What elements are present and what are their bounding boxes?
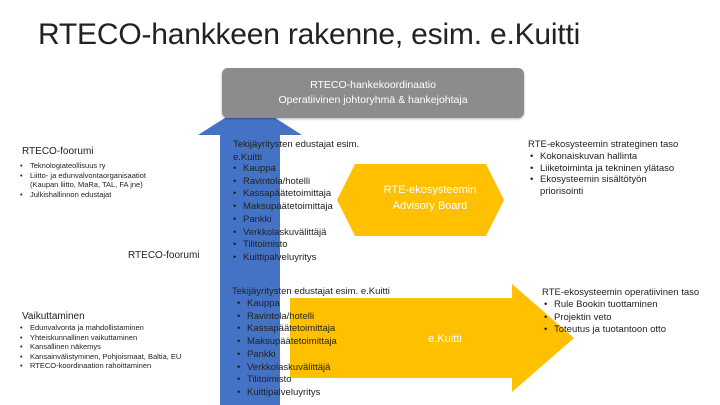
- operative-heading: RTE-ekosysteemin operatiivinen taso: [542, 287, 700, 298]
- list-item: • Yhteiskunnallinen vaikuttaminen: [20, 333, 181, 343]
- operative-list: [544, 299, 666, 337]
- list-item: • Liiketoiminta ja tekninen ylätaso: [530, 163, 674, 175]
- list-item: • Kuittipalveluyritys: [233, 252, 333, 265]
- list-item: • Liitto- ja edunvalvontaorganisaatiot: [20, 171, 146, 181]
- list-item: • Ravintola/hotelli: [237, 311, 337, 324]
- ekuitti-list: [237, 298, 337, 400]
- list-item: • Kansainvälistyminen, Pohjoismaat, Baltia, EU: [20, 352, 181, 362]
- list-item: • Maksupäätetoimittaja: [237, 336, 337, 349]
- list-item: • Ravintola/hotelli: [233, 176, 333, 189]
- list-item: • Maksupäätetoimittaja: [233, 201, 333, 214]
- list-item: • Pankki: [237, 349, 337, 362]
- list-item: • Julkishallinnon edustajat: [20, 190, 146, 200]
- ekuitti-heading: Tekijäyritysten edustajat esim. e.Kuitti: [232, 286, 390, 297]
- list-item: • Rule Bookin tuottaminen: [544, 299, 666, 312]
- advisory-list: [233, 163, 333, 265]
- forum-label: RTECO-foorumi: [128, 250, 200, 261]
- list-item: • Tilitoimisto: [237, 374, 337, 387]
- advisory-board-line2: Advisory Board: [392, 200, 468, 212]
- strategic-heading: RTE-ekosysteemin strateginen taso: [528, 139, 679, 150]
- advisory-heading-line2: e.Kuitti: [233, 151, 263, 163]
- list-item: • Pankki: [233, 214, 333, 227]
- list-item: • Kassapäätetoimittaja: [237, 323, 337, 336]
- list-item-continuation: priorisointi: [540, 185, 584, 197]
- list-item: • Kuittipalveluyritys: [237, 387, 337, 400]
- list-item: • Tilitoimisto: [233, 239, 333, 252]
- coordination-box: [222, 68, 524, 118]
- list-item: • Kauppa: [237, 298, 337, 311]
- list-item: • Verkkolaskuvälittäjä: [233, 227, 333, 240]
- list-item: • Kauppa: [233, 163, 333, 176]
- list-item: • Kokonaiskuvan hallinta: [530, 151, 674, 163]
- coordination-line2: Operatiivinen johtoryhmä & hankejohtaja: [278, 94, 468, 106]
- list-item: • Kassapäätetoimittaja: [233, 188, 333, 201]
- forum-list: [20, 161, 146, 199]
- list-item: • Toteutus ja tuotantoon otto: [544, 324, 666, 337]
- advisory-board-line1: RTE-ekosysteemin: [383, 184, 477, 196]
- list-item: • RTECO-koordinaation rahoittaminen: [20, 361, 181, 371]
- page-title: RTECO-hankkeen rakenne, esim. e.Kuitti: [38, 18, 581, 51]
- list-item: • Ekosysteemin sisältötyön: [530, 174, 674, 186]
- ekuitti-arrow-label: e.Kuitti: [428, 333, 462, 345]
- advisory-heading: [233, 139, 359, 164]
- forum-heading: RTECO-foorumi: [22, 146, 94, 157]
- influence-list: [20, 323, 181, 371]
- list-item: • Kansallinen näkemys: [20, 342, 181, 352]
- influence-heading: Vaikuttaminen: [22, 311, 85, 322]
- list-item: • Projektin veto: [544, 312, 666, 325]
- strategic-list: [530, 151, 674, 197]
- list-item: • Teknologiateollisuus ry: [20, 161, 146, 171]
- advisory-board-label: [370, 182, 490, 214]
- coordination-line1: RTECO-hankekoordinaatio: [310, 79, 436, 91]
- list-item-continuation: (Kaupan liitto, MaRa, TAL, FA jne): [30, 180, 143, 190]
- list-item: • Edunvalvonta ja mahdollistaminen: [20, 323, 181, 333]
- advisory-heading-line1: Tekijäyritysten edustajat esim.: [233, 139, 360, 150]
- list-item: • Verkkolaskuvälittäjä: [237, 362, 337, 375]
